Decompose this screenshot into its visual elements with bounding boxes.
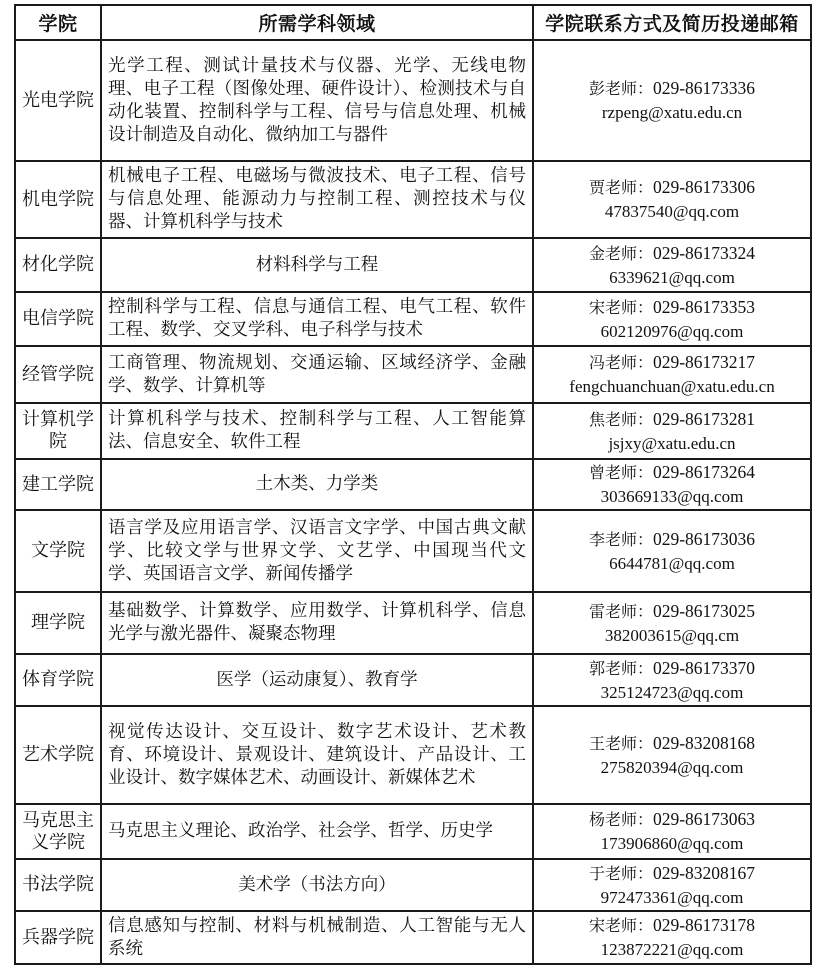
college-name: 经管学院 <box>15 346 101 403</box>
table-row <box>15 911 811 964</box>
required-fields: 美术学（书法方向） <box>101 859 533 911</box>
required-fields: 语言学及应用语言学、汉语言文字学、中国古典文献学、比较文学与世界文学、文艺学、中国现当代文学、英国语言文学、新闻传播学 <box>101 510 533 592</box>
required-fields: 工商管理、物流规划、交通运输、区域经济学、金融学、数学、计算机等 <box>101 346 533 403</box>
required-fields: 材料科学与工程 <box>101 238 533 292</box>
required-fields: 土木类、力学类 <box>101 459 533 510</box>
table-row <box>15 40 811 161</box>
phone-number: 029-86173264 <box>652 462 756 482</box>
email-address: 123872221@qq.com <box>600 940 744 959</box>
email-address: 602120976@qq.com <box>600 321 744 341</box>
teacher-name: 彭老师： <box>588 79 653 98</box>
required-fields: 机械电子工程、电磁场与微波技术、电子工程、信号与信息处理、能源动力与控制工程、测控技术与仪器、计算机科学与技术 <box>101 161 533 238</box>
teacher-name: 贾老师： <box>588 178 653 197</box>
phone-number: 029-86173336 <box>652 78 756 98</box>
table-row <box>15 459 811 510</box>
teacher-name: 宋老师： <box>588 916 653 935</box>
teacher-name: 焦老师： <box>588 409 653 429</box>
college-name: 材化学院 <box>15 238 101 292</box>
required-fields: 计算机科学与技术、控制科学与工程、人工智能算法、信息安全、软件工程 <box>101 403 533 459</box>
table-row <box>15 706 811 804</box>
teacher-name: 郭老师： <box>588 658 653 678</box>
email-address: 173906860@qq.com <box>600 834 744 853</box>
email-address: 6339621@qq.com <box>609 267 735 287</box>
table-row <box>15 292 811 346</box>
teacher-name: 雷老师： <box>588 601 653 621</box>
email-address: 303669133@qq.com <box>600 487 744 506</box>
phone-number: 029-86173036 <box>652 528 756 549</box>
college-name: 计算机学院 <box>15 403 101 459</box>
college-name: 体育学院 <box>15 654 101 706</box>
contact-cell <box>533 40 811 161</box>
table-row <box>15 859 811 911</box>
contact-cell <box>533 292 811 346</box>
phone-number: 029-86173025 <box>652 600 756 621</box>
college-name: 电信学院 <box>15 292 101 346</box>
header-row <box>15 5 811 40</box>
contact-cell <box>533 859 811 911</box>
college-name: 书法学院 <box>15 859 101 911</box>
email-address: fengchuanchuan@xatu.edu.cn <box>569 377 775 396</box>
required-fields: 控制科学与工程、信息与通信工程、电气工程、软件工程、数学、交叉学科、电子科学与技术 <box>101 292 533 346</box>
email-address: 325124723@qq.com <box>600 682 744 702</box>
college-name: 文学院 <box>15 510 101 592</box>
contact-cell <box>533 238 811 292</box>
required-fields: 医学（运动康复）、教育学 <box>101 654 533 706</box>
college-name: 光电学院 <box>15 40 101 161</box>
college-name: 马克思主义学院 <box>15 804 101 859</box>
required-fields: 马克思主义理论、政治学、社会学、哲学、历史学 <box>101 804 533 859</box>
table-row <box>15 161 811 238</box>
contact-cell <box>533 911 811 964</box>
phone-number: 029-86173370 <box>652 657 756 678</box>
teacher-name: 宋老师： <box>588 297 653 317</box>
phone-number: 029-86173353 <box>652 296 756 317</box>
recruitment-table <box>14 4 812 965</box>
email-address: 6644781@qq.com <box>609 553 735 573</box>
table-row <box>15 403 811 459</box>
teacher-name: 曾老师： <box>588 463 653 482</box>
college-name: 理学院 <box>15 592 101 654</box>
email-address: 972473361@qq.com <box>600 887 744 907</box>
phone-number: 029-86173178 <box>652 915 756 935</box>
contact-cell <box>533 459 811 510</box>
email-address: 47837540@qq.com <box>604 202 740 221</box>
table-row <box>15 510 811 592</box>
header-contact: 学院联系方式及简历投递邮箱 <box>533 5 811 40</box>
table-row <box>15 238 811 292</box>
header-college: 学院 <box>15 5 101 40</box>
email-address: 382003615@qq.cm <box>604 625 740 645</box>
phone-number: 029-86173306 <box>652 177 756 197</box>
phone-number: 029-86173281 <box>652 408 756 429</box>
teacher-name: 金老师： <box>588 243 653 263</box>
required-fields: 光学工程、测试计量技术与仪器、光学、无线电物理、电子工程（图像处理、硬件设计）、检测技术与自动化装置、控制科学与工程、信号与信息处理、机械设计制造及自动化、微纳加工与器件 <box>101 40 533 161</box>
phone-number: 029-86173217 <box>652 352 756 372</box>
phone-number: 029-83208167 <box>652 862 756 883</box>
teacher-name: 杨老师： <box>588 810 653 829</box>
email-address: 275820394@qq.com <box>600 757 744 777</box>
required-fields: 视觉传达设计、交互设计、数字艺术设计、艺术教育、环境设计、景观设计、建筑设计、产品设计、工业设计、数字媒体艺术、动画设计、新媒体艺术 <box>101 706 533 804</box>
header-fields: 所需学科领域 <box>101 5 533 40</box>
contact-cell <box>533 706 811 804</box>
college-name: 建工学院 <box>15 459 101 510</box>
teacher-name: 冯老师： <box>588 353 653 372</box>
contact-cell <box>533 346 811 403</box>
college-name: 机电学院 <box>15 161 101 238</box>
required-fields: 基础数学、计算数学、应用数学、计算机科学、信息光学与激光器件、凝聚态物理 <box>101 592 533 654</box>
table-row <box>15 592 811 654</box>
email-address: rzpeng@xatu.edu.cn <box>601 103 743 122</box>
table-row <box>15 804 811 859</box>
contact-cell <box>533 592 811 654</box>
contact-cell <box>533 510 811 592</box>
phone-number: 029-83208168 <box>652 732 756 753</box>
table-row <box>15 654 811 706</box>
contact-cell <box>533 403 811 459</box>
teacher-name: 王老师： <box>588 733 653 753</box>
email-address: jsjxy@xatu.edu.cn <box>608 433 736 453</box>
teacher-name: 于老师： <box>588 863 653 883</box>
table-row <box>15 346 811 403</box>
contact-cell <box>533 804 811 859</box>
college-name: 兵器学院 <box>15 911 101 964</box>
college-name: 艺术学院 <box>15 706 101 804</box>
contact-cell <box>533 161 811 238</box>
contact-cell <box>533 654 811 706</box>
phone-number: 029-86173063 <box>652 809 756 829</box>
required-fields: 信息感知与控制、材料与机械制造、人工智能与无人系统 <box>101 911 533 964</box>
phone-number: 029-86173324 <box>652 242 756 263</box>
teacher-name: 李老师： <box>588 529 653 549</box>
